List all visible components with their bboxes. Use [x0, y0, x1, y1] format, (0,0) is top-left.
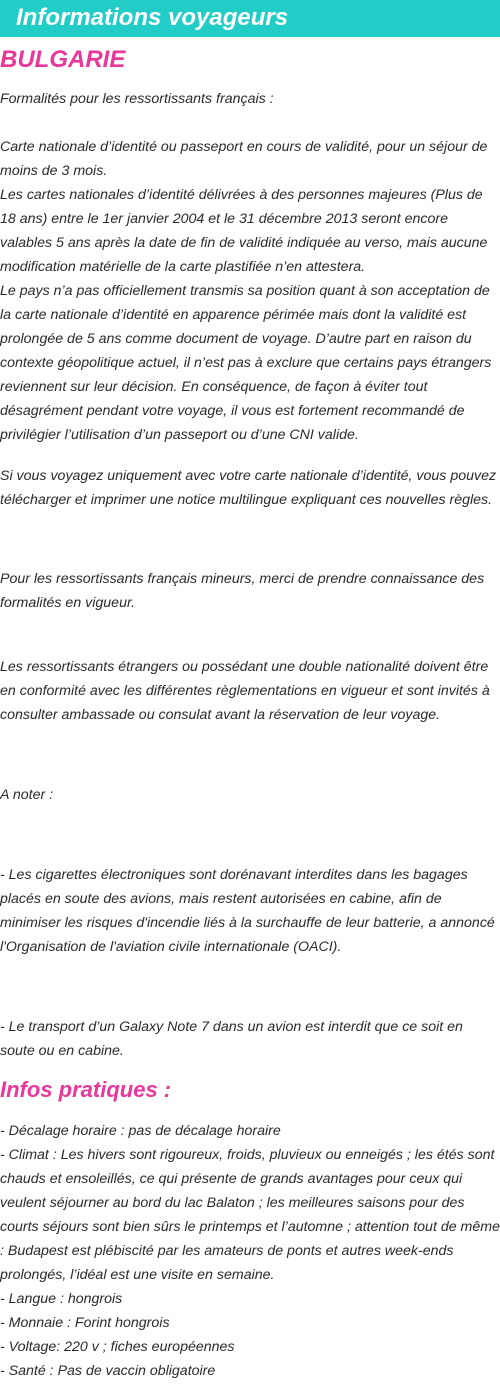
info-item: - Décalage horaire : pas de décalage horaire: [0, 1123, 281, 1139]
info-item: - Monnaie : Forint hongrois: [0, 1315, 170, 1331]
page-title: Informations voyageurs: [16, 4, 289, 31]
info-item: - Santé : Pas de vaccin obligatoire: [0, 1363, 216, 1379]
formalites-intro: Formalités pour les ressortissants français :: [0, 91, 274, 107]
formalites-paragraph-1: Carte nationale d’identité ou passeport en cours de validité, pour un séjour de moins de 3 mois. Les cartes nationales d’identité délivrées à des personnes majeures (Plus de 18 ans) entre le 1er janvier 2004 et le 31 décembre 2013 seront encore valables 5 ans après la date de fin de validité indiquée au verso, mais aucune modification matérielle de la carte plastifiée n’en attestera. Le pays n’a pas officiellement transmis sa position quant à son acceptation de la carte nationale d’identité en apparence périmée mais dont la validité est prolongée de 5 ans comme document de voyage. D’autre part en raison du contexte géopolitique actuel, il n’est pas à exclure que certains pays étrangers reviennent sur leur décision. En conséquence, de façon à éviter tout désagrément pendant votre voyage, il vous est fortement recommandé de privilégier l’utilisation d’un passeport ou d’une CNI valide.: [0, 139, 492, 443]
info-item: - Voltage: 220 v ; fiches européennes: [0, 1339, 235, 1355]
formalites-paragraph-4: Les ressortissants étrangers ou possédant une double nationalité doivent être en conformité avec les différentes règlementations en vigueur et sont invités à consulter ambassade ou consulat avant la réservation de leur voyage.: [0, 659, 490, 723]
info-item: - Climat : Les hivers sont rigoureux, froids, pluvieux ou enneigés ; les étés sont chauds et ensoleillés, ce qui présente de grands avantages pour ceux qui veulent séjourner au bord du lac Balaton ; les meilleures saisons pour des courts séjours sont bien sûrs le printemps et l’automne ; attention tout de même : Budapest est plébiscité par les amateurs de ponts et autres week-ends prolongés, l’idéal est une visite en semaine.: [0, 1147, 500, 1283]
infos-pratiques-title: Infos pratiques :: [0, 1077, 172, 1102]
formalites-paragraph-2: Si vous voyagez uniquement avec votre carte nationale d’identité, vous pouvez télécharger et imprimer une notice multilingue expliquant ces nouvelles règles.: [0, 468, 497, 508]
note-item: - Les cigarettes électroniques sont dorénavant interdites dans les bagages placés en soute des avions, mais restent autorisées en cabine, afin de minimiser les risques d'incendie liés à la surchauffe de leur batterie, a annoncé l'Organisation de l'aviation civile internationale (OACI).: [0, 867, 495, 955]
note-item: - Le transport d’un Galaxy Note 7 dans un avion est interdit que ce soit en soute ou en cabine.: [0, 1019, 463, 1059]
header-bar: [0, 0, 500, 37]
formalites-paragraph-3: Pour les ressortissants français mineurs, merci de prendre connaissance des formalités en vigueur.: [0, 571, 485, 611]
note-label: A noter :: [0, 787, 54, 803]
info-item: - Langue : hongrois: [0, 1291, 123, 1307]
infos-pratiques-list: [0, 1119, 500, 1383]
country-title: BULGARIE: [0, 46, 126, 73]
